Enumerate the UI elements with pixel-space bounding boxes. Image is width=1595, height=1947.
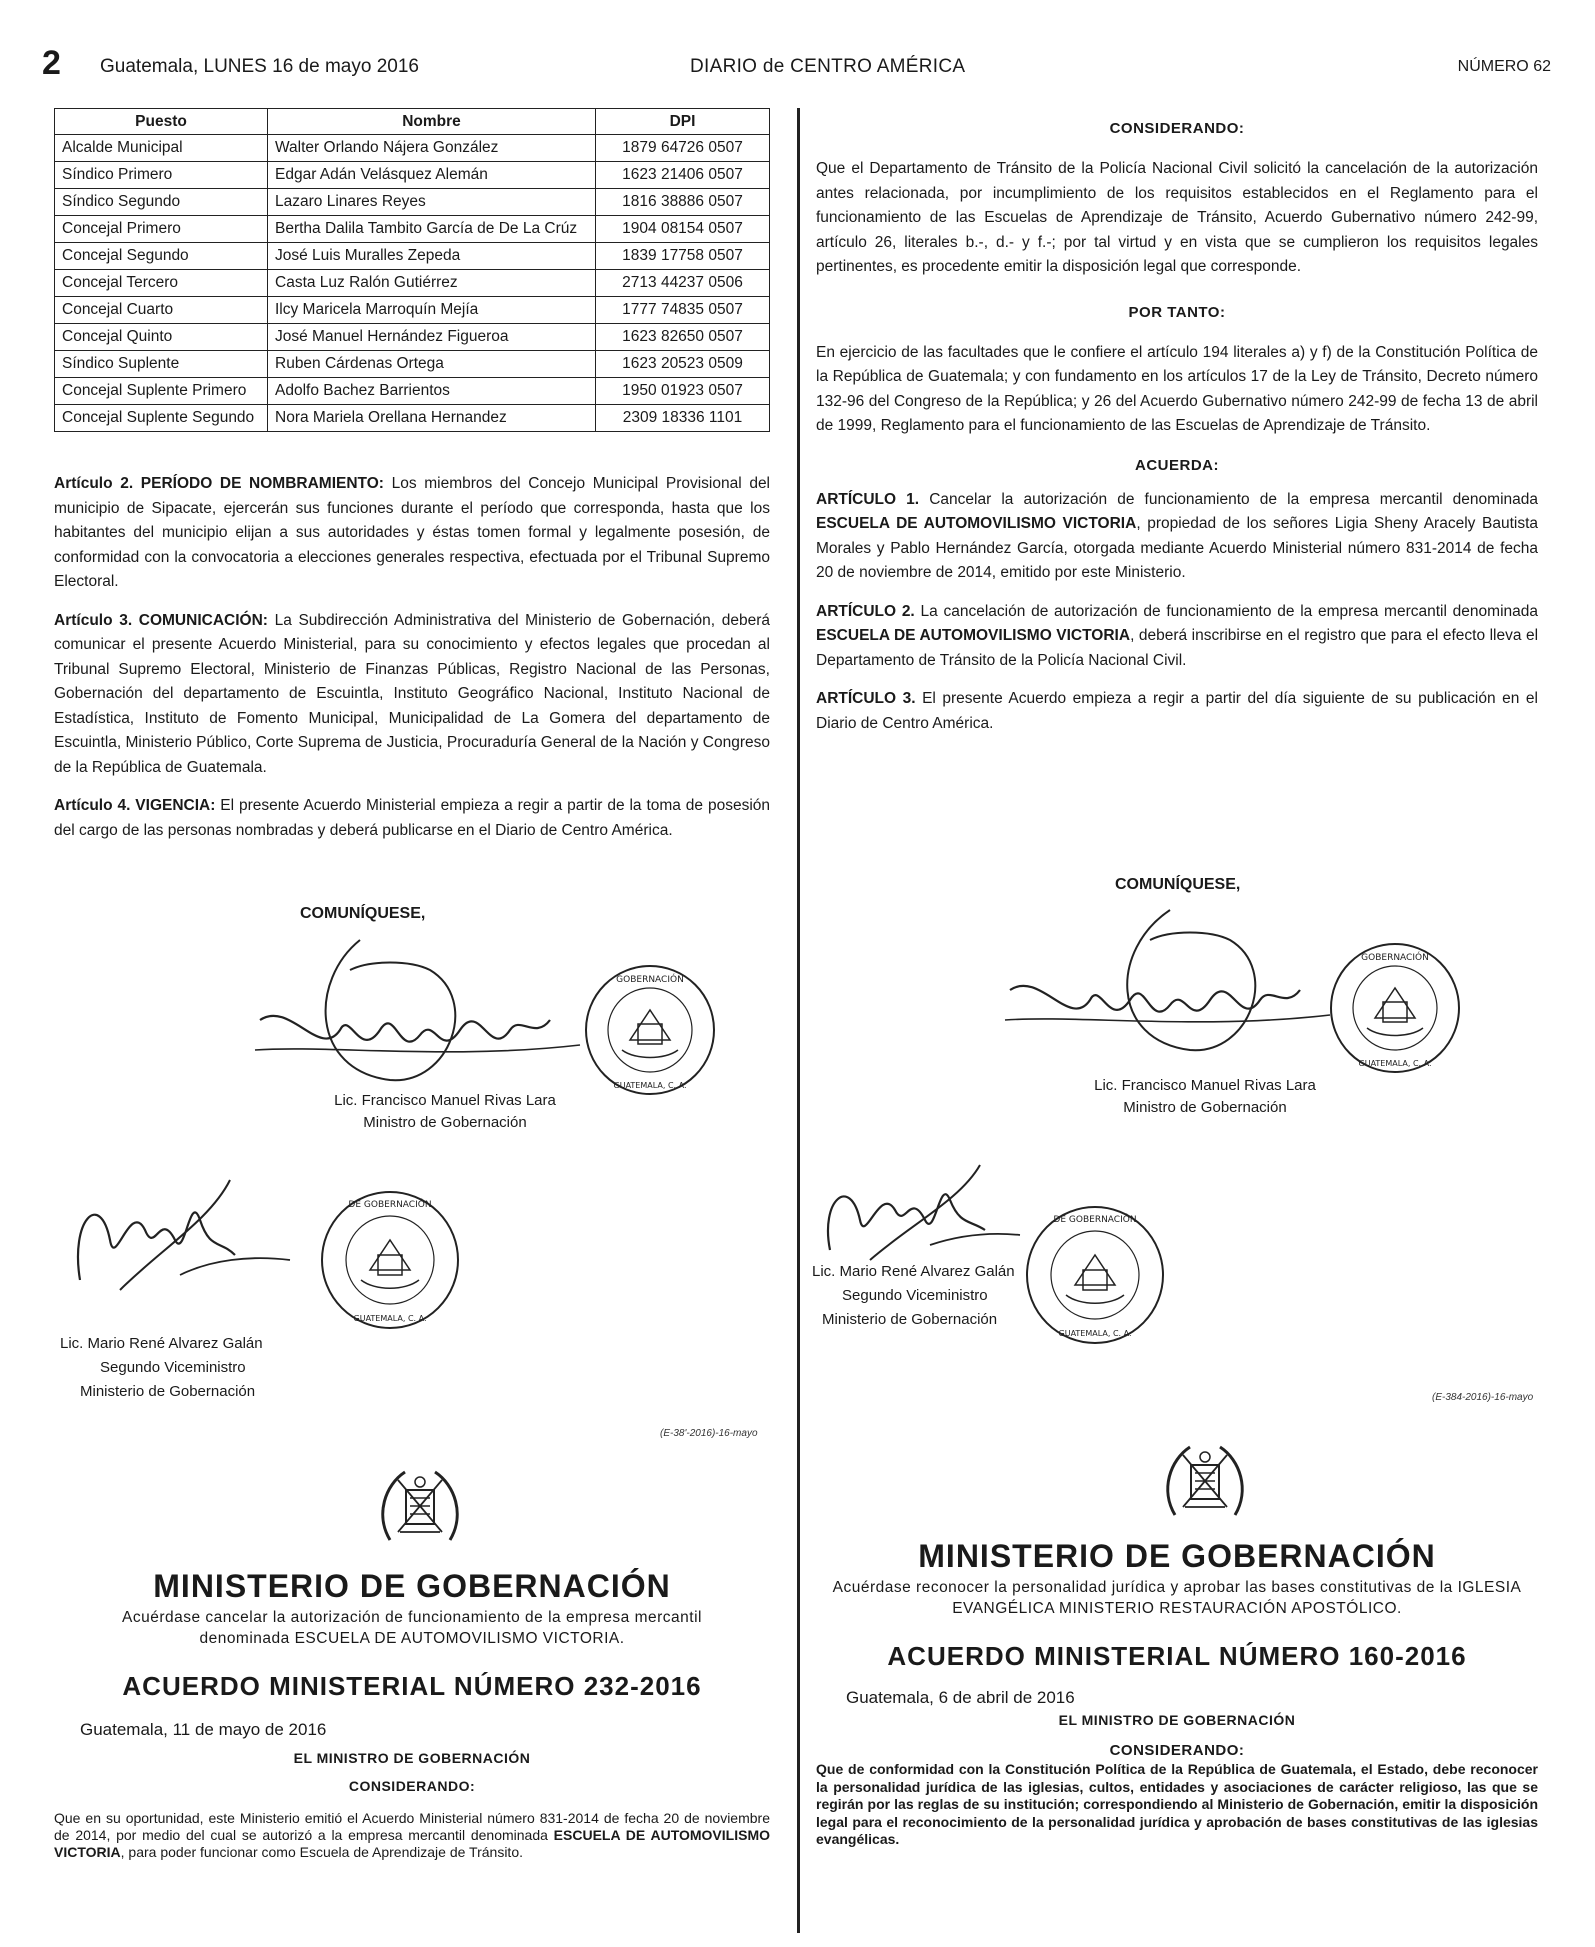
decree-number: ACUERDO MINISTERIAL NÚMERO 160-2016 — [887, 1641, 1467, 1671]
signatory-title: Ministro de Gobernación — [363, 1114, 527, 1131]
article-label: Artículo 4. VIGENCIA: — [54, 797, 216, 814]
cell-nombre: Bertha Dalila Tambito García de De La Crúz — [268, 216, 596, 243]
column-header: DPI — [596, 109, 770, 135]
cell-dpi: 1623 82650 0507 — [596, 324, 770, 351]
issue-number: NÚMERO 62 — [1457, 58, 1551, 75]
svg-text:GOBERNACIÓN: GOBERNACIÓN — [616, 975, 684, 985]
right-column — [816, 108, 1538, 736]
decree-232-block — [54, 1568, 770, 1861]
signatory-name: Lic. Mario René Alvarez Galán — [60, 1335, 263, 1352]
cell-nombre: Adolfo Bachez Barrientos — [268, 378, 596, 405]
cell-puesto: Síndico Suplente — [55, 351, 268, 378]
signatory-name: Lic. Francisco Manuel Rivas Lara — [1094, 1077, 1316, 1094]
cell-nombre: Nora Mariela Orellana Hernandez — [268, 405, 596, 432]
cell-nombre: Ruben Cárdenas Ortega — [268, 351, 596, 378]
article-3: ARTÍCULO 3. El presente Acuerdo empieza a regir a partir del día siguiente de su publicación en el Diario de Centro América. — [816, 690, 1538, 732]
cell-nombre: Lazaro Linares Reyes — [268, 189, 596, 216]
cell-nombre: Edgar Adán Velásquez Alemán — [268, 162, 596, 189]
signatory-title: Ministro de Gobernación — [1123, 1099, 1287, 1116]
cell-dpi: 2713 44237 0506 — [596, 270, 770, 297]
table-row — [55, 189, 770, 216]
guatemala-coat-of-arms-icon — [1155, 1435, 1255, 1535]
table-row — [55, 243, 770, 270]
article-text: Los miembros del Concejo Municipal Provisional del municipio de Sipacate, ejercerán sus funciones durante el período que corresponda, hasta que los habitantes del municipio elijan a sus autoridades y éstas tomen formal y legalmente posesión, de conformidad con la convocatoria a elecciones generales respectiva, efectuada por el Tribunal Supremo Electoral. — [54, 475, 771, 590]
signatory-ministry: Ministerio de Gobernación — [80, 1383, 256, 1400]
considerando-heading: CONSIDERANDO: — [348, 1778, 476, 1794]
minister-signature — [250, 920, 590, 1100]
cell-dpi: 1950 01923 0507 — [596, 378, 770, 405]
signatory-title: Segundo Viceministro — [100, 1359, 246, 1376]
minister-heading: EL MINISTRO DE GOBERNACIÓN — [293, 1750, 531, 1766]
svg-text:DE GOBERNACIÓN: DE GOBERNACIÓN — [348, 1200, 432, 1210]
cell-nombre: Walter Orlando Nájera González — [268, 135, 596, 162]
signatory-title: Segundo Viceministro — [842, 1287, 988, 1304]
decree-place-date: Guatemala, 6 de abril de 2016 — [846, 1688, 1075, 1707]
considerando-text: Que en su oportunidad, este Ministerio emitió el Acuerdo Ministerial número 831-2014 de fecha 20 de noviembre de 2014, por medio del cual se autorizó a la empresa mercantil denominada ESCUELA DE AUTOMOVILISMO VICTORIA, para poder funcionar como Escuela de Aprendizaje de Tránsito. — [54, 1810, 770, 1860]
article-2: ARTÍCULO 2. La cancelación de autorización de funcionamiento de la empresa mercantil denominada ESCUELA DE AUTOMOVILISMO VICTORIA, deberá inscribirse en el registro que para el efecto lleva el Departamento de Tránsito de la Policía Nacional Civil. — [816, 602, 1539, 669]
cell-puesto: Concejal Tercero — [55, 270, 268, 297]
publication-reference: (E-384-2016)-16-mayo — [1432, 1392, 1534, 1403]
svg-text:GUATEMALA, C. A.: GUATEMALA, C. A. — [1058, 1329, 1132, 1338]
publication-reference: (E-38'-2016)-16-mayo — [660, 1428, 758, 1439]
vice-minister-signature — [60, 1160, 300, 1320]
column-header: Puesto — [55, 109, 268, 135]
page-number: 2 — [42, 44, 61, 82]
officials-table — [54, 108, 770, 432]
minister-heading: EL MINISTRO DE GOBERNACIÓN — [1058, 1712, 1296, 1728]
decree-summary: Acuérdase reconocer la personalidad jurídica y aprobar las bases constitutivas de la IGLESIA EVANGÉLICA MINISTERIO RESTAURACIÓN APOSTÓLICO. — [832, 1579, 1522, 1617]
cell-dpi: 1816 38886 0507 — [596, 189, 770, 216]
article-label: Artículo 2. PERÍODO DE NOMBRAMIENTO: — [54, 475, 384, 492]
cell-dpi: 2309 18336 1101 — [596, 405, 770, 432]
signatory-ministry: Ministerio de Gobernación — [822, 1311, 998, 1328]
cell-puesto: Concejal Cuarto — [55, 297, 268, 324]
cell-nombre: Ilcy Maricela Marroquín Mejía — [268, 297, 596, 324]
column-divider — [797, 108, 800, 1933]
cell-dpi: 1839 17758 0507 — [596, 243, 770, 270]
page-header — [0, 44, 1595, 84]
article-4 — [54, 794, 770, 843]
cell-puesto: Concejal Primero — [55, 216, 268, 243]
table-row — [55, 297, 770, 324]
article-3 — [54, 609, 770, 781]
signatory-2 — [812, 1260, 1027, 1332]
left-column — [54, 108, 770, 843]
portanto-text: En ejercicio de las facultades que le confiere el artículo 194 literales a) y f) de la Constitución Política de la República de Guatemala; y con fundamento en los artículos 17 de la Ley de Tránsito, Decreto número 132-96 del Congreso de la República; y 26 del Acuerdo Gubernativo número 242-99 de fecha 13 de abril de 1999, Reglamento para el funcionamiento de las Escuelas de Aprendizaje de Tránsito. — [816, 343, 1538, 434]
table-row — [55, 405, 770, 432]
cell-nombre: José Luis Muralles Zepeda — [268, 243, 596, 270]
column-header: Nombre — [268, 109, 596, 135]
cell-puesto: Alcalde Municipal — [55, 135, 268, 162]
cell-dpi: 1777 74835 0507 — [596, 297, 770, 324]
cell-puesto: Concejal Suplente Primero — [55, 378, 268, 405]
article-text: El presente Acuerdo Ministerial empieza a regir a partir de la toma de posesión del cargo de las personas nombradas y deberá publicarse en el Diario de Centro América. — [54, 797, 771, 839]
comuniquese-label: COMUNÍQUESE, — [300, 905, 426, 922]
signatory-1 — [330, 1090, 560, 1134]
considerando-text: Que de conformidad con la Constitución Política de la República de Guatemala, el Estado, debe reconocer la personalidad jurídica de las iglesias, cultos, entidades y asociaciones de carácter religioso, las que se regirán por las reglas de su institución; correspondiendo al Ministerio de Gobernación, emitir la disposición legal para el reconocimiento de la personalidad jurídica y aprobación de bases constitutivas de las iglesias evangélicas. — [816, 1761, 1538, 1847]
signatory-1 — [1085, 1075, 1325, 1119]
table-row — [55, 162, 770, 189]
signatory-2 — [60, 1332, 280, 1404]
decree-number: ACUERDO MINISTERIAL NÚMERO 232-2016 — [122, 1671, 702, 1701]
ministry-seal-stamp — [1325, 938, 1465, 1078]
vice-ministry-seal-stamp — [1020, 1200, 1170, 1350]
cell-puesto: Concejal Segundo — [55, 243, 268, 270]
guatemala-coat-of-arms-icon — [370, 1460, 470, 1560]
vice-ministry-seal-stamp — [315, 1185, 465, 1335]
table-row — [55, 378, 770, 405]
cell-puesto: Síndico Segundo — [55, 189, 268, 216]
svg-text:GUATEMALA, C. A.: GUATEMALA, C. A. — [353, 1314, 427, 1323]
cell-puesto: Concejal Quinto — [55, 324, 268, 351]
table-row — [55, 270, 770, 297]
considerando-text: Que el Departamento de Tránsito de la Policía Nacional Civil solicitó la cancelación de la autorización antes relacionada, por incumplimiento de los requisitos establecidos en el Reglamento para el funcionamiento de las Escuelas de Aprendizaje de Tránsito, Acuerdo Gubernativo número 242-99, artículo 26, literales b.-, d.- y f.-; por tal virtud y en vista que se cumplieron los requisitos legales pertinentes, es procedente emitir la disposición legal que corresponde. — [816, 160, 1538, 275]
cell-dpi: 1879 64726 0507 — [596, 135, 770, 162]
considerando-heading: CONSIDERANDO: — [1109, 1742, 1245, 1759]
issue-date: Guatemala, LUNES 16 de mayo 2016 — [100, 56, 419, 77]
considerando-heading: CONSIDERANDO: — [1109, 120, 1245, 137]
table-header-row — [55, 109, 770, 135]
article-text: La Subdirección Administrativa del Ministerio de Gobernación, deberá comunicar el presente Acuerdo Ministerial, para su conocimiento y efectos legales que procedan al Tribunal Supremo Electoral, Ministerio de Finanzas Públicas, Registro Nacional de las Personas, Gobernación del departamento de Escuintla, Instituto Geográfico Nacional, Instituto Nacional de Estadística, Instituto de Fomento Municipal, Municipalidad de La Gomera del departamento de Escuintla, Ministerio Público, Corte Suprema de Justicia, Procuraduría General de la Nación y Congreso de la República de Guatemala. — [54, 611, 771, 776]
cell-dpi: 1904 08154 0507 — [596, 216, 770, 243]
table-row — [55, 351, 770, 378]
minister-signature — [1000, 890, 1340, 1070]
portanto-heading: POR TANTO: — [1128, 303, 1226, 321]
cell-puesto: Síndico Primero — [55, 162, 268, 189]
svg-text:GUATEMALA, C. A.: GUATEMALA, C. A. — [613, 1081, 687, 1090]
newspaper-title: DIARIO de CENTRO AMÉRICA — [690, 56, 966, 77]
decree-160-block — [816, 1538, 1538, 1849]
cell-nombre: José Manuel Hernández Figueroa — [268, 324, 596, 351]
comuniquese-label: COMUNÍQUESE, — [1115, 876, 1241, 893]
acuerda-heading: ACUERDA: — [1135, 456, 1219, 474]
svg-text:GOBERNACIÓN: GOBERNACIÓN — [1361, 953, 1429, 963]
article-2 — [54, 472, 770, 595]
signatory-name: Lic. Mario René Alvarez Galán — [812, 1263, 1015, 1280]
ministry-heading: MINISTERIO DE GOBERNACIÓN — [153, 1568, 671, 1604]
cell-dpi: 1623 20523 0509 — [596, 351, 770, 378]
table-row — [55, 324, 770, 351]
signatory-name: Lic. Francisco Manuel Rivas Lara — [334, 1092, 556, 1109]
svg-text:DE GOBERNACIÓN: DE GOBERNACIÓN — [1053, 1215, 1137, 1225]
table-row — [55, 135, 770, 162]
article-1: ARTÍCULO 1. Cancelar la autorización de funcionamiento de la empresa mercantil denominada ESCUELA DE AUTOMOVILISMO VICTORIA, propiedad de los señores Ligia Sheny Aracely Bautista Morales y Pablo Hernández García, otorgada mediante Acuerdo Ministerial número 831-2014 de fecha 20 de noviembre de 2014, emitido por este Ministerio. — [816, 490, 1538, 581]
ministry-heading: MINISTERIO DE GOBERNACIÓN — [918, 1538, 1436, 1574]
article-label: Artículo 3. COMUNICACIÓN: — [54, 611, 268, 629]
table-row — [55, 216, 770, 243]
decree-summary: Acuérdase cancelar la autorización de funcionamiento de la empresa mercantil denominada ESCUELA DE AUTOMOVILISMO VICTORIA. — [122, 1609, 702, 1647]
cell-puesto: Concejal Suplente Segundo — [55, 405, 268, 432]
cell-nombre: Casta Luz Ralón Gutiérrez — [268, 270, 596, 297]
decree-place-date: Guatemala, 11 de mayo de 2016 — [80, 1720, 327, 1739]
cell-dpi: 1623 21406 0507 — [596, 162, 770, 189]
svg-text:GUATEMALA, C. A.: GUATEMALA, C. A. — [1358, 1059, 1432, 1068]
ministry-seal-stamp — [580, 960, 720, 1100]
